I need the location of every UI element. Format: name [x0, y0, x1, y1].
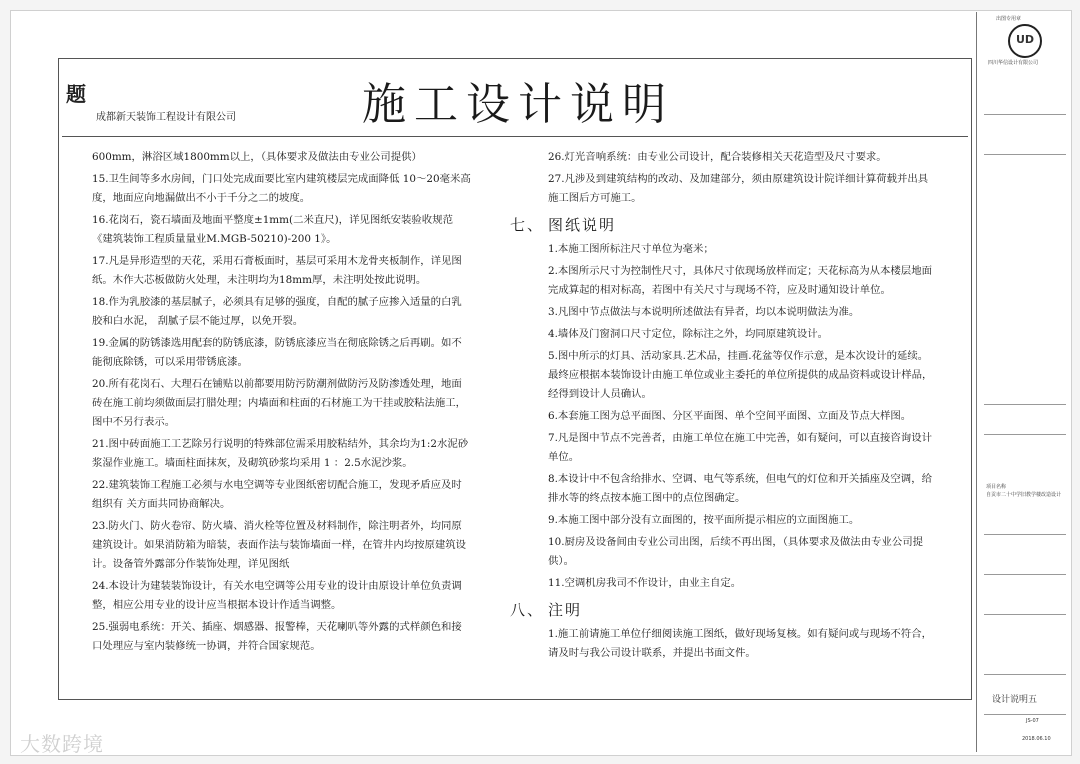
note-item: 23.防火门、防火卷帘、防火墙、消火栓等位置及材料制作，除注明者外，均同原建筑设计。如果消防箱为暗装，表面作法与装饰墙面一样，在管井内均按原建筑设计。设备管外露部分作装饰处理，详见图纸	[92, 520, 467, 570]
watermark: 大数跨境	[20, 732, 104, 756]
note-item: 22.建筑装饰工程施工必须与水电空调等专业图纸密切配合施工，发现矛盾应及时组织有 关方面共同协商解决。	[92, 479, 462, 510]
note-item: 26.灯光音响系统：由专业公司设计，配合装修相关天花造型及尺寸要求。	[548, 151, 887, 163]
drawing-note-item: 6.本套施工图为总平面图、分区平面图、单个空间平面图、立面及节点大样图。	[548, 410, 912, 422]
tb-divider	[984, 114, 1066, 115]
section-heading-7	[510, 214, 933, 236]
stamp-heading: 出图专用章	[996, 16, 1022, 22]
company-name: 成都新天装饰工程设计有限公司	[96, 112, 236, 123]
project-name: 自贡市二十中学旧教学楼改造设计	[986, 492, 1062, 498]
issue-date: 2018.06.10	[1022, 736, 1051, 742]
drawing-note-item: 2.本图所示尺寸为控制性尺寸，具体尺寸依现场放样而定；天花标高为从本楼层地面完成算起的相对标高，若图中有关尺寸与现场不符，应及时通知设计单位。	[548, 265, 932, 296]
tb-divider	[984, 534, 1066, 535]
note-item: 600mm，淋浴区域1800mm以上，（具体要求及做法由专业公司提供）	[92, 151, 422, 163]
section-heading-8	[510, 599, 933, 621]
section-number: 七、	[510, 216, 545, 234]
tb-divider	[984, 434, 1066, 435]
tb-divider	[984, 714, 1066, 715]
section-title: 注明	[548, 601, 583, 619]
tb-divider	[984, 154, 1066, 155]
drawing-note-item: 5.图中所示的灯具、活动家具.艺术品，挂画.花盆等仅作示意，是本次设计的延续。最终应根据本装饰设计由施工单位或业主委托的单位所提供的成品资料或设计样品，经得到设计人员确认。	[548, 350, 933, 400]
section-number: 八、	[510, 601, 545, 619]
tb-divider	[984, 674, 1066, 675]
note-item: 19.金属的防锈漆选用配套的防锈底漆，防锈底漆应当在彻底除锈之后再刷。如不能彻底除锈，可以采用带锈底漆。	[92, 337, 462, 368]
note-item: 15.卫生间等多水房间，门口处完成面要比室内建筑楼层完成面降低 10～20毫米高度，地面应向地漏做出不小于千分之二的坡度。	[92, 173, 471, 204]
firm-seal-icon: UD	[1008, 24, 1042, 58]
note-item: 16.花岗石，瓷石墙面及地面平整度±1mm(二米直尺)，详见图纸安装验收规范《建筑装饰工程质量量业M.MGB-50210)-200 1》。	[92, 214, 453, 245]
note-item: 17.凡是异形造型的天花，采用石膏板面时，基层可采用木龙骨夹板制作，详见图纸。木作大芯板做防火处理，未注明均为18mm厚，未注明处按此说明。	[92, 255, 462, 286]
note-item: 24.本设计为建装装饰设计，有关水电空调等公用专业的设计由原设计单位负责调整，相应公用专业的设计应当根据本设计作适当调整。	[92, 580, 462, 611]
title-block	[982, 14, 1068, 750]
drawing-note-item: 9.本施工图中部分没有立面图的，按平面所提示相应的立面图施工。	[548, 514, 860, 526]
sheet-name: 设计说明五	[992, 695, 1038, 705]
left-column	[92, 148, 472, 659]
tb-divider	[984, 574, 1066, 575]
drawing-note-item: 7.凡是图中节点不完善者，由施工单位在施工中完善，如有疑问，可以直接咨询设计单位。	[548, 432, 932, 463]
drawing-note-item: 3.凡图中节点做法与本说明所述做法有异者，均以本说明做法为准。	[548, 306, 860, 318]
note-item: 20.所有花岗石、大理石在铺贴以前都要用防污防潮剂做防污及防渗透处理，地面砖在施工前均须做面层打腊处理；内墙面和柱面的石材施工为干挂或胶粘法施工，图中不另行表示。	[92, 378, 467, 428]
drawing-note-item: 4.墙体及门窗洞口尺寸定位，除标注之外，均同原建筑设计。	[548, 328, 829, 340]
company-logo-icon: 题	[66, 82, 84, 106]
remark-item: 1.施工前请施工单位仔细阅读施工图纸，做好现场复核。如有疑问或与现场不符合，请及时与我公司设计联系，并提出书面文件。	[548, 628, 932, 659]
note-item: 27.凡涉及到建筑结构的改动、及加建部分，须由原建筑设计院详细计算荷载并出具施工图后方可施工。	[548, 173, 929, 204]
section-title: 图纸说明	[548, 216, 617, 234]
note-item: 21.图中砖面施工工艺除另行说明的特殊部位需采用胶粘结外，其余均为1:2水泥砂浆湿作业施工。墙面柱面抹灰，及砌筑砂浆均采用 1 ：2.5水泥沙浆。	[92, 438, 469, 469]
drawing-note-item: 10.厨房及设备间由专业公司出图，后续不再出图，（具体要求及做法由专业公司提供）。	[548, 536, 923, 567]
right-column	[510, 148, 933, 666]
note-item: 25.强弱电系统：开关、插座、烟感器、报警棒，天花喇叭等外露的式样颜色和接口处理应与室内装修统一协调，并符合国家规范。	[92, 621, 462, 652]
document-title: 施工设计说明	[362, 79, 674, 130]
title-bar	[62, 62, 968, 132]
sheet-number: JS-07	[1026, 718, 1039, 724]
note-item: 18.作为乳胶漆的基层腻子，必须具有足够的强度，自配的腻子应掺入适量的白乳胶和白水泥， 刮腻子层不能过厚，以免开裂。	[92, 296, 462, 327]
tb-divider	[984, 614, 1066, 615]
project-label: 项目名称	[986, 484, 1007, 490]
tb-divider	[984, 404, 1066, 405]
firm-name: 四川华信设计有限公司	[988, 60, 1039, 66]
drawing-note-item: 8.本设计中不包含给排水、空调、电气等系统，但电气的灯位和开关插座及空调，给排水等的终点按本施工图中的点位图确定。	[548, 473, 932, 504]
drawing-note-item: 11.空调机房我司不作设计，由业主自定。	[548, 577, 742, 589]
title-block-divider	[976, 12, 977, 752]
title-rule	[62, 136, 968, 137]
drawing-note-item: 1.本施工图所标注尺寸单位为毫米；	[548, 243, 714, 255]
